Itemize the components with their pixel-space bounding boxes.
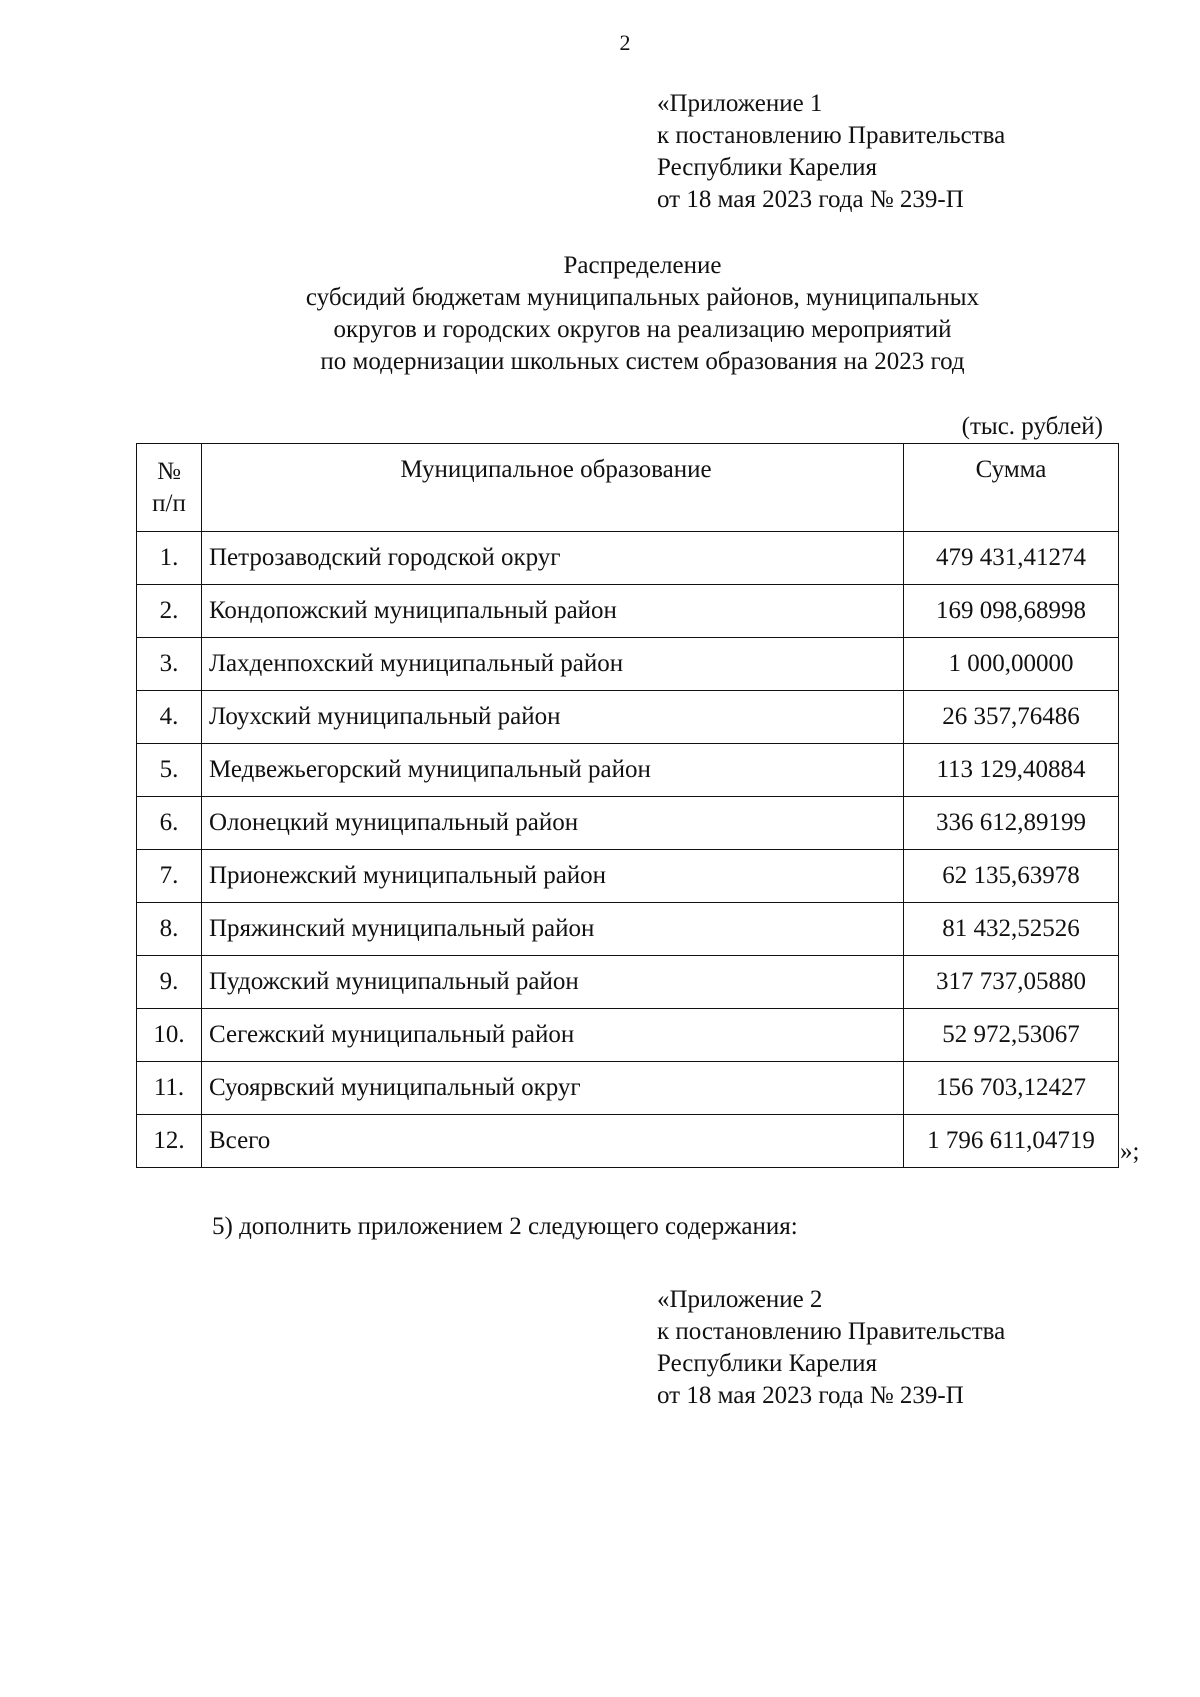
row-sum: 62 135,63978	[904, 850, 1119, 903]
title-line: по модернизации школьных систем образования на 2023 год	[320, 348, 965, 375]
title-line: субсидий бюджетам муниципальных районов, муниципальных	[305, 284, 980, 311]
table-row	[137, 532, 1119, 585]
row-num: 8.	[137, 903, 202, 956]
page-number: 2	[619, 30, 631, 55]
row-sum: 81 432,52526	[904, 903, 1119, 956]
row-name: Пряжинский муниципальный район	[202, 903, 904, 956]
header-num	[137, 444, 202, 532]
row-num: 5.	[137, 744, 202, 797]
appendix-2-line: Республики Карелия	[657, 1350, 878, 1377]
row-sum: 26 357,76486	[904, 691, 1119, 744]
table-row	[137, 638, 1119, 691]
distribution-table	[136, 443, 1119, 1168]
appendix-2-heading	[657, 1284, 1005, 1412]
appendix-1-line: Республики Карелия	[657, 154, 878, 181]
title-line: Распределение	[563, 252, 722, 279]
row-num: 6.	[137, 797, 202, 850]
appendix-2-line: от 18 мая 2023 года № 239-П	[657, 1382, 964, 1409]
header-name: Муниципальное образование	[202, 444, 904, 532]
row-sum: 1 000,00000	[904, 638, 1119, 691]
row-sum: 113 129,40884	[904, 744, 1119, 797]
row-num: 2.	[137, 585, 202, 638]
table-row	[137, 903, 1119, 956]
table-row	[137, 797, 1119, 850]
row-name: Кондопожский муниципальный район	[202, 585, 904, 638]
header-num-line1: №	[157, 458, 181, 485]
appendix-1-line: к постановлению Правительства	[657, 122, 1006, 149]
row-num: 3.	[137, 638, 202, 691]
row-sum: 336 612,89199	[904, 797, 1119, 850]
units-label: (тыс. рублей)	[961, 413, 1103, 440]
row-name: Пудожский муниципальный район	[202, 956, 904, 1009]
closing-quote: »;	[1120, 1138, 1140, 1165]
table-row	[137, 691, 1119, 744]
row-sum: 52 972,53067	[904, 1009, 1119, 1062]
row-sum: 479 431,41274	[904, 532, 1119, 585]
row-num: 11.	[137, 1062, 202, 1115]
table-row	[137, 1062, 1119, 1115]
table-row-total	[137, 1115, 1119, 1168]
appendix-2-line: к постановлению Правительства	[657, 1318, 1006, 1345]
row-name: Олонецкий муниципальный район	[202, 797, 904, 850]
row-name: Медвежьегорский муниципальный район	[202, 744, 904, 797]
appendix-1-line: от 18 мая 2023 года № 239-П	[657, 186, 964, 213]
row-name: Петрозаводский городской округ	[202, 532, 904, 585]
row-num: 4.	[137, 691, 202, 744]
table-row	[137, 956, 1119, 1009]
document-title	[130, 250, 1155, 378]
row-name: Прионежский муниципальный район	[202, 850, 904, 903]
row-name: Всего	[202, 1115, 904, 1168]
table-header-row	[137, 444, 1119, 532]
table-row	[137, 585, 1119, 638]
row-num: 12.	[137, 1115, 202, 1168]
table-row	[137, 850, 1119, 903]
row-num: 9.	[137, 956, 202, 1009]
appendix-1-line: «Приложение 1	[657, 90, 823, 117]
row-name: Лахденпохский муниципальный район	[202, 638, 904, 691]
row-name: Суоярвский муниципальный округ	[202, 1062, 904, 1115]
appendix-2-line: «Приложение 2	[657, 1286, 823, 1313]
appendix-1-heading	[657, 88, 1005, 216]
instruction-text: 5) дополнить приложением 2 следующего содержания:	[212, 1213, 798, 1240]
row-sum: 156 703,12427	[904, 1062, 1119, 1115]
row-num: 10.	[137, 1009, 202, 1062]
row-num: 1.	[137, 532, 202, 585]
header-num-line2: п/п	[152, 490, 186, 517]
row-sum: 1 796 611,04719	[904, 1115, 1119, 1168]
row-name: Сегежский муниципальный район	[202, 1009, 904, 1062]
header-sum: Сумма	[904, 444, 1119, 532]
row-name: Лоухский муниципальный район	[202, 691, 904, 744]
row-num: 7.	[137, 850, 202, 903]
table-row	[137, 744, 1119, 797]
title-line: округов и городских округов на реализацию мероприятий	[333, 316, 952, 343]
table-row	[137, 1009, 1119, 1062]
row-sum: 317 737,05880	[904, 956, 1119, 1009]
row-sum: 169 098,68998	[904, 585, 1119, 638]
